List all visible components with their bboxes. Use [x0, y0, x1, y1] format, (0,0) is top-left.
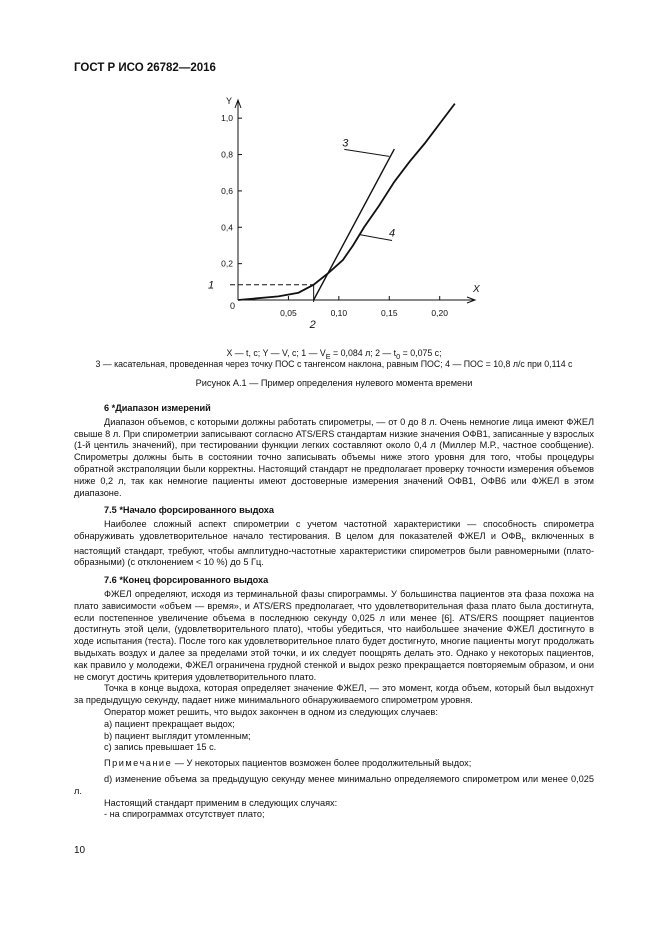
figure-title: Рисунок А.1 — Пример определения нулевого момента времени [195, 378, 473, 388]
list-item-dash: - на спирограммах отсутствует плато; [104, 809, 265, 820]
callout-2: 2 [309, 319, 316, 331]
callout-4: 4 [389, 227, 396, 240]
callout-3-leader [344, 149, 389, 156]
x-tick-label: 0,05 [280, 308, 297, 318]
y-tick-label: 0,2 [221, 258, 233, 269]
section-6-text: Диапазон объемов, с которыми должны работать спирометры, — от 0 до 8 л. Очень немногие лица имеют ФЖЕЛ свыше 8 л. При спирометрии записывают согласно ATS/ERS стандартам низкие значения ОФВ1, записанные у взрослых (1-й центиль значений), при тестировании функции легких составляют около 0,4 л (Миллер М.Р., частное сообщение). Спирометры должны быть в состоянии точно записывать объемы ниже этого уровня для того, чтобы процедуры обратной экстраполяции были корректны. Настоящий стандарт не предполагает проверку точности измерения объемов ниже 0,2 л, так как немногие пациенты имеют достоверные измерения значений ОФВ1, ОФВ6 или ФЖЕЛ в этом диапазоне. [74, 416, 594, 498]
y-tick-label: 0,4 [221, 222, 233, 233]
figure-legend-line1: X — t, с; Y — V, с; 1 — $V_E = 0,084$ л; 2 — $t_0 = 0,075$ с; [226, 348, 442, 361]
document-header: ГОСТ Р ИСО 26782—2016 [74, 62, 216, 74]
page-number: 10 [74, 845, 86, 856]
y-tick-label: 0,8 [221, 149, 233, 160]
y-tick-label: 0,6 [221, 185, 233, 196]
list-item-c: с) запись превышает 15 с. [104, 742, 217, 753]
note-text: — У некоторых пациентов возможен более продолжительный выдох; [172, 758, 472, 769]
x-tick-label: 0,15 [381, 308, 398, 318]
figure-legend-line2: 3 — касательная, проведенная через точку ПОС с тангенсом наклона, равным ПОС; 4 — ПОС = 10,8 л/с при 0,114 с [95, 359, 573, 369]
list-item-a: а) пациент прекращает выдох; [104, 718, 235, 729]
figure-chart [0, 80, 661, 340]
section-7-5-heading: 7.5 *Начало форсированного выдоха [104, 505, 275, 516]
callout-4-leader [359, 235, 392, 241]
x-tick-label: 0,20 [431, 308, 448, 318]
section-7-6-heading: 7.6 *Конец форсированного выдоха [104, 575, 269, 586]
tangent-line [314, 149, 395, 300]
section-7-6-paragraph-1: ФЖЕЛ определяют, исходя из терминальной фазы спирограммы. У большинства пациентов эта фаза похожа на плато зависимости «объем — время», и ATS/ERS предполагает, что удовлетворительная фаза плато была достигнута, если постепенное увеличение объема в последнюю секунду 0,025 л или менее [6]. ATS/ERS поощряет пациентов достигнуть этой цели, (удовлетворительного плато), чтобы убедиться, что наибольшее значение ФЖЕЛ достигнуто в ходе испытания (теста). После того как удовлетворительное плато будет достигнуто, многие пациенты могут продолжать выдыхать воздух и далее за пределами этой точки, и их следует поощрять делать это. Однако у некоторых пациентов, как правило у молодежи, ФЖЕЛ ограничена грудной стенкой и выдох резко прекращается повторяемым образом, и они не смогут достичь критерия удовлетворительного плато. [74, 588, 594, 682]
callout-1: 1 [208, 279, 215, 292]
document-body [74, 403, 594, 821]
callout-3: 3 [342, 137, 349, 150]
section-6-heading: 6 *Диапазон измерений [104, 403, 211, 413]
x-tick-label: 0,10 [330, 308, 348, 318]
note [74, 758, 594, 770]
y-axis-label: Y [226, 96, 233, 106]
y-tick-label: 1,0 [221, 113, 233, 124]
section-7-6-paragraph-2: Точка в конце выдоха, которая определяет значение ФЖЕЛ, — это момент, когда объем, который был выдохнут за предыдущую секунду, падает ниже минимального обнаруживаемого спирометром уровня. [74, 683, 594, 706]
note-label: Примечание [104, 758, 173, 769]
chart-marks [208, 104, 455, 331]
list-item-b: b) пациент выглядит утомленным; [104, 730, 251, 741]
chart-axes [221, 96, 480, 318]
x-axis-label: X [473, 284, 480, 295]
volume-curve [238, 104, 455, 300]
section-7-6-paragraph-4: Настоящий стандарт применим в следующих случаях: [104, 797, 338, 808]
list-item-d: d) изменение объема за предыдущую секунду менее минимально определяемого спирометром или менее 0,025 л. [74, 773, 594, 796]
section-7-6-paragraph-3: Оператор может решить, что выдох закончен в одном из следующих случаев: [104, 706, 438, 717]
section-7-5-text: Наиболее сложный аспект спирометрии с учетом частотной характеристики — способность спирометра обнаруживать удовлетворительное начало тестирования. В целом для показателей ФЖЕЛ и $ОФВ_t$, включенных в настоящий стандарт, требуют, чтобы амплитудно-частотные характеристики спирометров были равномерными (платообразными) (с отклонением < 10 %) до 5 Гц. [74, 519, 594, 568]
origin-label: 0 [230, 301, 236, 311]
